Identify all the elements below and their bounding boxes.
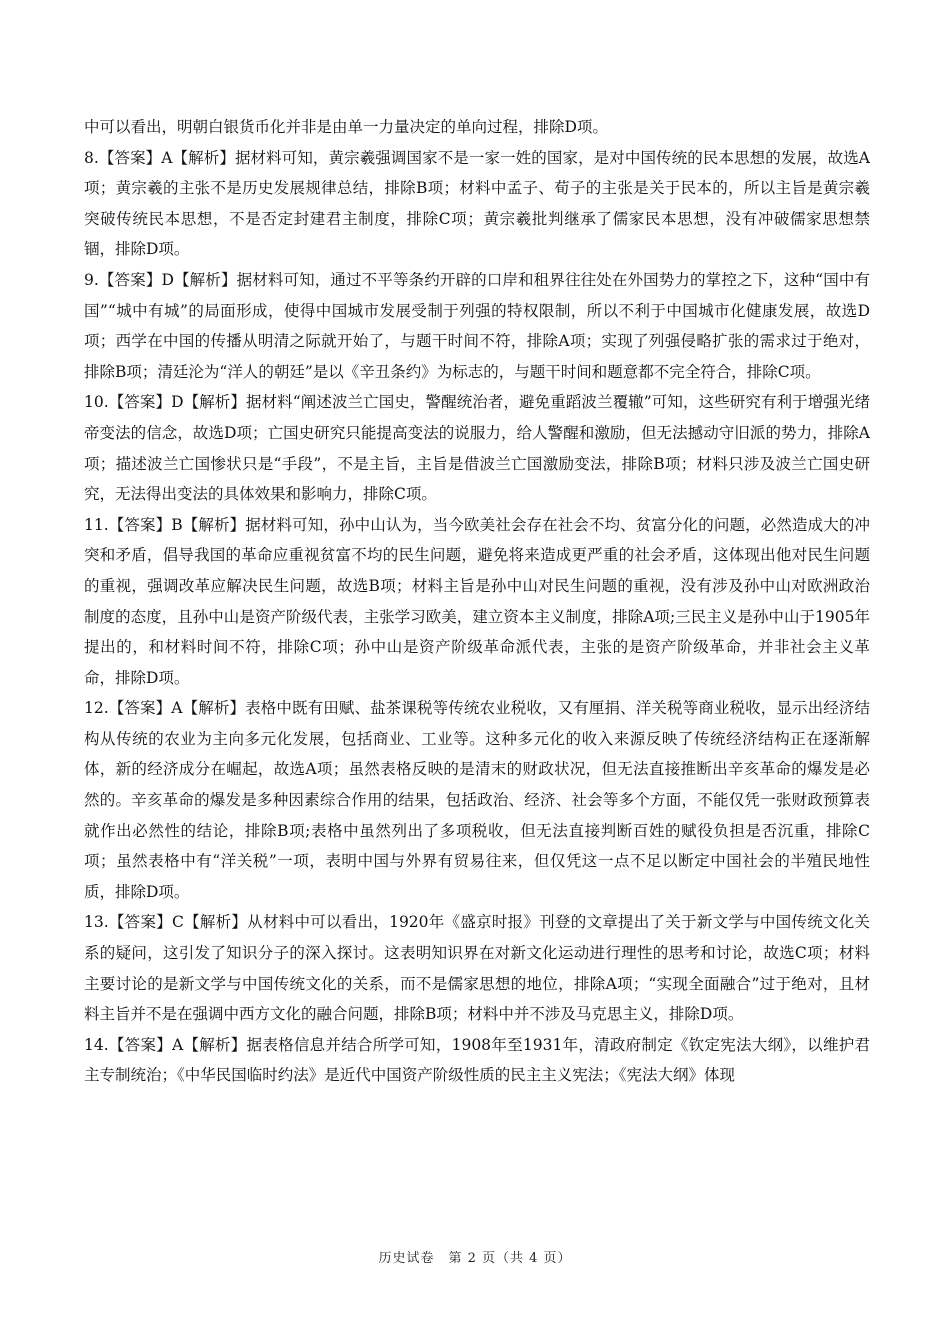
page-footer: 历史试卷 第 2 页（共 4 页） xyxy=(378,1251,572,1266)
answer-paragraph-8: 8.【答案】A【解析】据材料可知，黄宗羲强调国家不是一家一姓的国家，是对中国传统的民本思想的发展，故选A项；黄宗羲的主张不是历史发展规律总结，排除B项；材料中孟子、荀子的主张是关于民本的，所以主旨是黄宗羲突破传统民本思想，不是否定封建君主制度，排除C项；黄宗羲批判继承了儒家民本思想，没有冲破儒家思想禁锢，排除D项。 xyxy=(84,148,870,259)
answer-paragraph-13: 13.【答案】C【解析】从材料中可以看出，1920年《盛京时报》刊登的文章提出了关于新文学与中国传统文化关系的疑问，这引发了知识分子的深入探讨。这表明知识界在对新文化运动进行理性的思考和讨论，故选C项；材料主要讨论的是新文学与中国传统文化的关系，而不是儒家思想的地位，排除A项；“实现全面融合”过于绝对，且材料主旨并不是在强调中西方文化的融合问题，排除B项；材料中并不涉及马克思主义，排除D项。 xyxy=(84,913,870,1024)
answer-paragraph-12: 12.【答案】A【解析】表格中既有田赋、盐茶课税等传统农业税收，又有厘捐、洋关税等商业税收，显示出经济结构从传统的农业为主向多元化发展，包括商业、工业等。这种多元化的收入来源反映了传统经济结构正在逐渐解体，新的经济成分在崛起，故选A项；虽然表格反映的是清末的财政状况，但无法直接推断出辛亥革命的爆发是必然的。辛亥革命的爆发是多种因素综合作用的结果，包括政治、经济、社会等多个方面，不能仅凭一张财政预算表就作出必然性的结论，排除B项;表格中虽然列出了多项税收，但无法直接判断百姓的赋役负担是否沉重，排除C项；虽然表格中有“洋关税”一项，表明中国与外界有贸易往来，但仅凭这一点不足以断定中国社会的半殖民地性质，排除D项。 xyxy=(84,699,870,901)
answer-paragraph-11: 11.【答案】B【解析】据材料可知，孙中山认为，当今欧美社会存在社会不均、贫富分化的问题，必然造成大的冲突和矛盾，倡导我国的革命应重视贫富不均的民生问题，避免将来造成更严重的社会矛盾，这体现出他对民生问题的重视，强调改革应解决民生问题，故选B项；材料主旨是孙中山对民生问题的重视，没有涉及孙中山对欧洲政治制度的态度，且孙中山是资产阶级代表，主张学习欧美，建立资本主义制度，排除A项;三民主义是孙中山于1905年提出的，和材料时间不符，排除C项；孙中山是资产阶级革命派代表，主张的是资产阶级革命，并非社会主义革命，排除D项。 xyxy=(84,515,870,687)
document-body xyxy=(84,112,870,1091)
answer-paragraph-14: 14.【答案】A【解析】据表格信息并结合所学可知，1908年至1931年，清政府制定《钦定宪法大纲》，以维护君主专制统治；《中华民国临时约法》是近代中国资产阶级性质的民主主义宪法；《宪法大纲》体现 xyxy=(84,1035,870,1085)
answer-paragraph-10: 10.【答案】D【解析】据材料“阐述波兰亡国史，警醒统治者，避免重蹈波兰覆辙”可知，这些研究有利于增强光绪帝变法的信念，故选D项；亡国史研究只能提高变法的说服力，给人警醒和激励，但无法撼动守旧派的势力，排除A项；描述波兰亡国惨状只是“手段”，不是主旨，主旨是借波兰亡国激励变法，排除B项；材料只涉及波兰亡国史研究，无法得出变法的具体效果和影响力，排除C项。 xyxy=(84,393,870,504)
answer-paragraph-continuation: 中可以看出，明朝白银货币化并非是由单一力量决定的单向过程，排除D项。 xyxy=(84,118,608,136)
answer-paragraph-9: 9.【答案】D【解析】据材料可知，通过不平等条约开辟的口岸和租界往往处在外国势力的掌控之下，这种“国中有国”“城中有城”的局面形成，使得中国城市发展受制于列强的特权限制，所以不利于中国城市化健康发展，故选D项；西学在中国的传播从明清之际就开始了，与题干时间不符，排除A项；实现了列强侵略扩张的需求过于绝对，排除B项；清廷沦为“洋人的朝廷”是以《辛丑条约》为标志的，与题干时间和题意都不完全符合，排除C项。 xyxy=(84,270,870,381)
